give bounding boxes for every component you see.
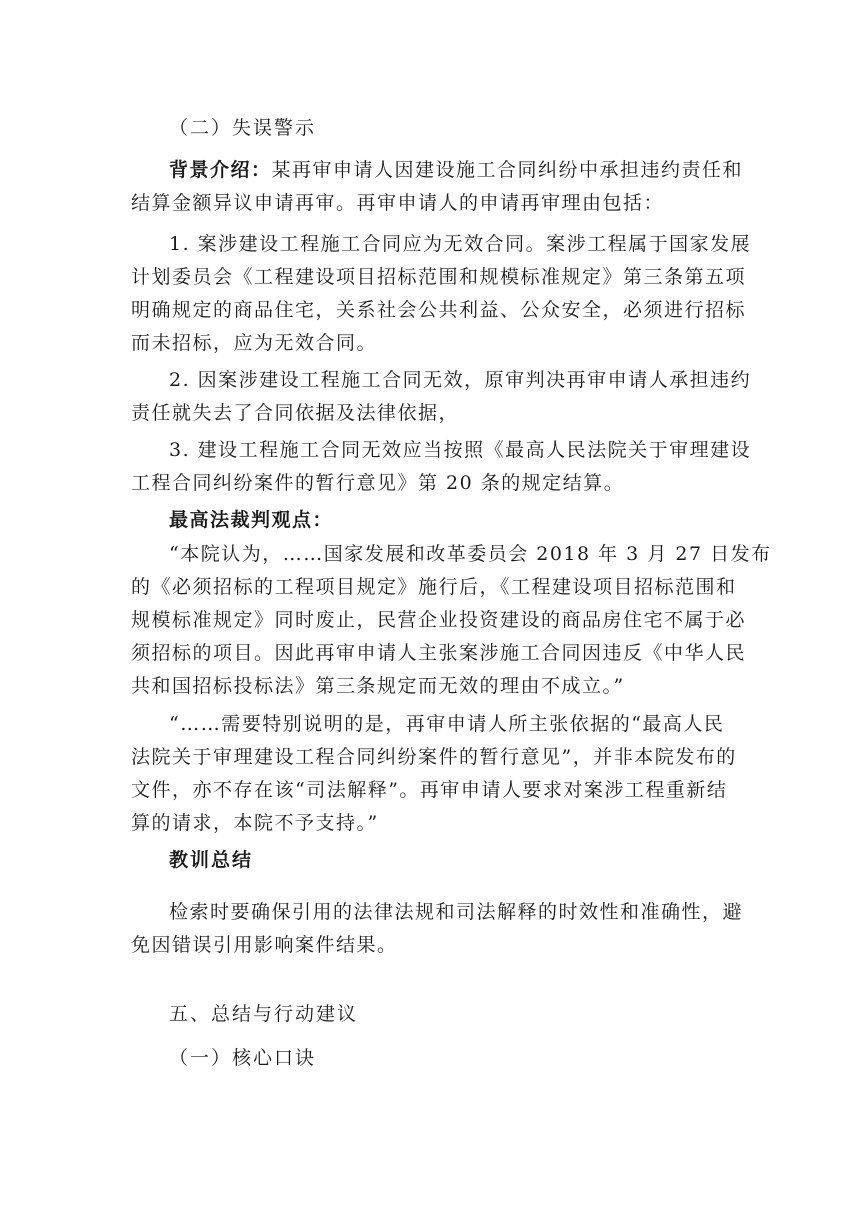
court-quote-1-line: 共和国招标投标法》第三条规定而无效的理由不成立。”: [131, 675, 625, 697]
subsection-title: （一）核心口诀: [169, 1047, 317, 1069]
background-paragraph-line: [169, 156, 744, 184]
background-text: 某再审申请人因建设施工合同纠纷中承担违约责任和: [271, 159, 744, 181]
court-quote-2-line: 法院关于审理建设工程合同纠纷案件的暂行意见”，并非本院发布的: [131, 746, 737, 768]
reason-2-line: 2. 因案涉建设工程施工合同无效，原审判决再审申请人承担违约: [169, 369, 752, 391]
reason-1-line: 而未招标，应为无效合同。: [131, 332, 378, 354]
court-quote-1-line: 须招标的项目。因此再审申请人主张案涉施工合同因违反《中华人民: [131, 642, 747, 664]
court-quote-2-line: “……需要特别说明的是，再审申请人所主张依据的“最高人民: [169, 713, 725, 735]
lesson-title: 教训总结: [169, 849, 254, 871]
reason-2-line: 责任就失去了合同依据及法律依据，: [131, 402, 460, 424]
court-quote-1-line: “本院认为，……国家发展和改革委员会 2018 年 3 月 27 日发布: [169, 543, 772, 565]
background-label: 背景介绍：: [169, 159, 272, 181]
lesson-text-line: 免因错误引用影响案件结果。: [131, 934, 398, 956]
reason-1-line: 1. 案涉建设工程施工合同应为无效合同。案涉工程属于国家发展: [169, 233, 752, 255]
court-quote-1-line: 的《必须招标的工程项目规定》施行后，《工程建设项目招标范围和: [131, 576, 737, 598]
court-quote-2-line: 文件，亦不存在该“司法解释”。再审申请人要求对案涉工程重新结: [131, 779, 728, 801]
chapter-title: 五、总结与行动建议: [169, 1003, 359, 1025]
court-quote-2-line: 算的请求，本院不予支持。”: [131, 812, 379, 834]
court-view-label: 最高法裁判观点：: [169, 509, 334, 531]
reason-1-line: 明确规定的商品住宅，关系社会公共利益、公众安全，必须进行招标: [131, 299, 747, 321]
reason-1-line: 计划委员会《工程建设项目招标范围和规模标准规定》第三条第五项: [131, 266, 747, 288]
section-title: （二）失误警示: [169, 117, 317, 139]
reason-3-line: 工程合同纠纷案件的暂行意见》第 20 条的规定结算。: [131, 472, 625, 494]
background-paragraph-line: 结算金额异议申请再审。再审申请人的申请再审理由包括：: [131, 192, 665, 214]
reason-3-line: 3. 建设工程施工合同无效应当按照《最高人民法院关于审理建设: [169, 439, 752, 461]
court-quote-1-line: 规模标准规定》同时废止，民营企业投资建设的商品房住宅不属于必: [131, 609, 747, 631]
lesson-text-line: 检索时要确保引用的法律法规和司法解释的时效性和准确性，避: [169, 901, 744, 923]
